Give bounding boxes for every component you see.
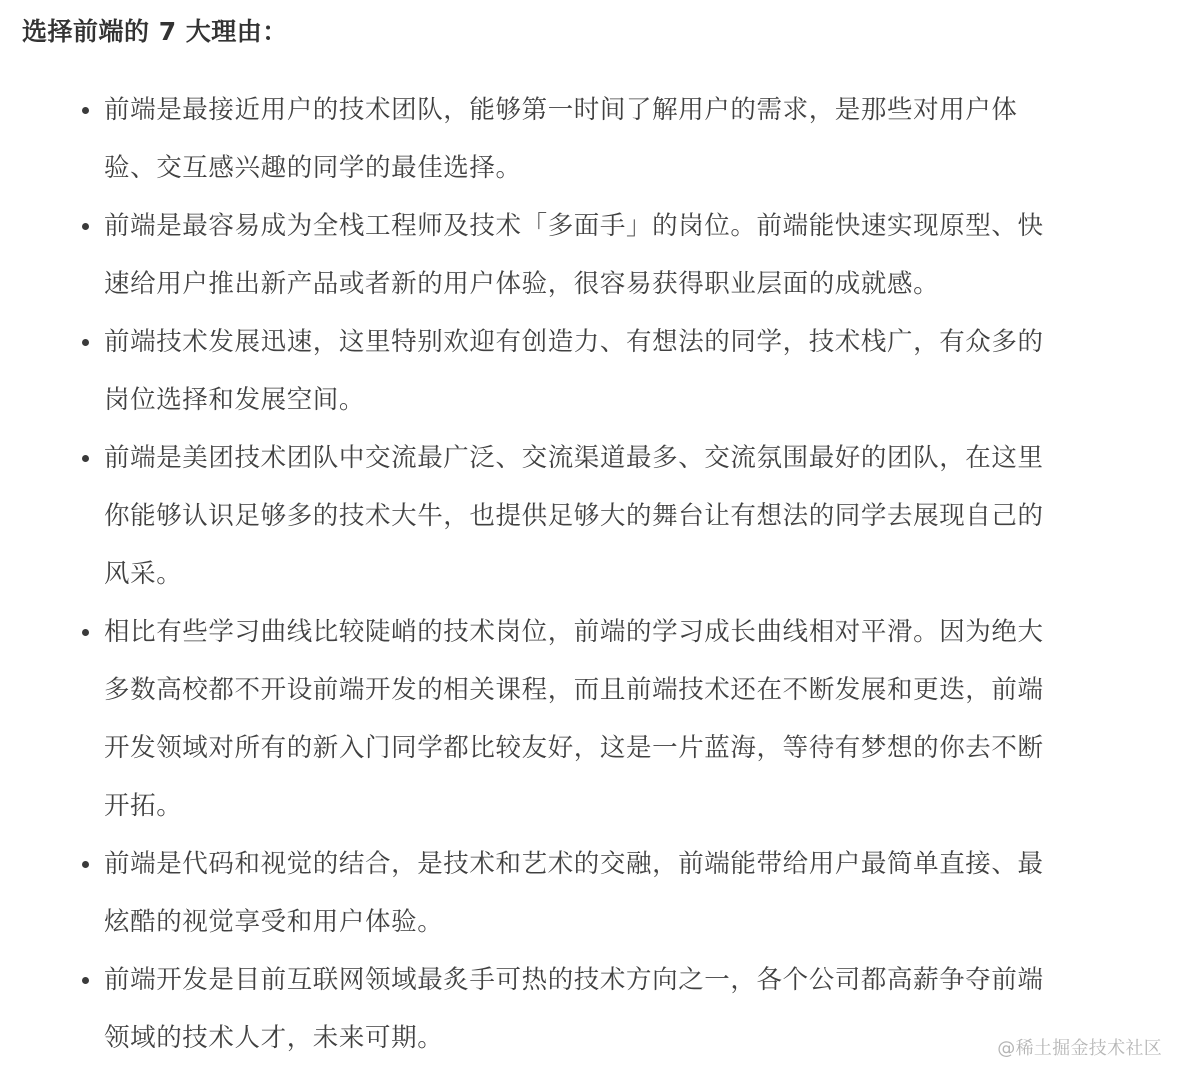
- reason-text: 前端开发是目前互联网领域最炙手可热的技术方向之一，各个公司都高薪争夺前端领域的技术人才，未来可期。: [104, 965, 1044, 1053]
- bullet-icon: [82, 629, 89, 636]
- bullet-icon: [82, 107, 89, 114]
- bullet-icon: [82, 977, 89, 984]
- list-item: [104, 603, 1050, 835]
- reason-text: 前端是美团技术团队中交流最广泛、交流渠道最多、交流氛围最好的团队，在这里你能够认识足够多的技术大牛，也提供足够大的舞台让有想法的同学去展现自己的风采。: [104, 443, 1044, 589]
- reason-text: 前端是最接近用户的技术团队，能够第一时间了解用户的需求，是那些对用户体验、交互感兴趣的同学的最佳选择。: [104, 95, 1018, 183]
- list-item: [104, 835, 1050, 951]
- reasons-list: [0, 81, 1050, 1067]
- list-item: [104, 313, 1050, 429]
- section-heading: 选择前端的 7 大理由：: [22, 17, 288, 46]
- bullet-icon: [82, 861, 89, 868]
- list-item: [104, 197, 1050, 313]
- list-item: [104, 429, 1050, 603]
- reason-text: 前端技术发展迅速，这里特别欢迎有创造力、有想法的同学，技术栈广，有众多的岗位选择和发展空间。: [104, 327, 1044, 415]
- reason-text: 前端是代码和视觉的结合，是技术和艺术的交融，前端能带给用户最简单直接、最炫酷的视觉享受和用户体验。: [104, 849, 1044, 937]
- reason-text: 前端是最容易成为全栈工程师及技术「多面手」的岗位。前端能快速实现原型、快速给用户推出新产品或者新的用户体验，很容易获得职业层面的成就感。: [104, 211, 1044, 299]
- watermark: @稀土掘金技术社区: [997, 1038, 1162, 1059]
- list-item: [104, 951, 1050, 1067]
- list-item: [104, 81, 1050, 197]
- bullet-icon: [82, 455, 89, 462]
- bullet-icon: [82, 223, 89, 230]
- bullet-icon: [82, 339, 89, 346]
- reason-text: 相比有些学习曲线比较陡峭的技术岗位，前端的学习成长曲线相对平滑。因为绝大多数高校都不开设前端开发的相关课程，而且前端技术还在不断发展和更迭，前端开发领域对所有的新入门同学都比较友好，这是一片蓝海，等待有梦想的你去不断开拓。: [104, 617, 1044, 821]
